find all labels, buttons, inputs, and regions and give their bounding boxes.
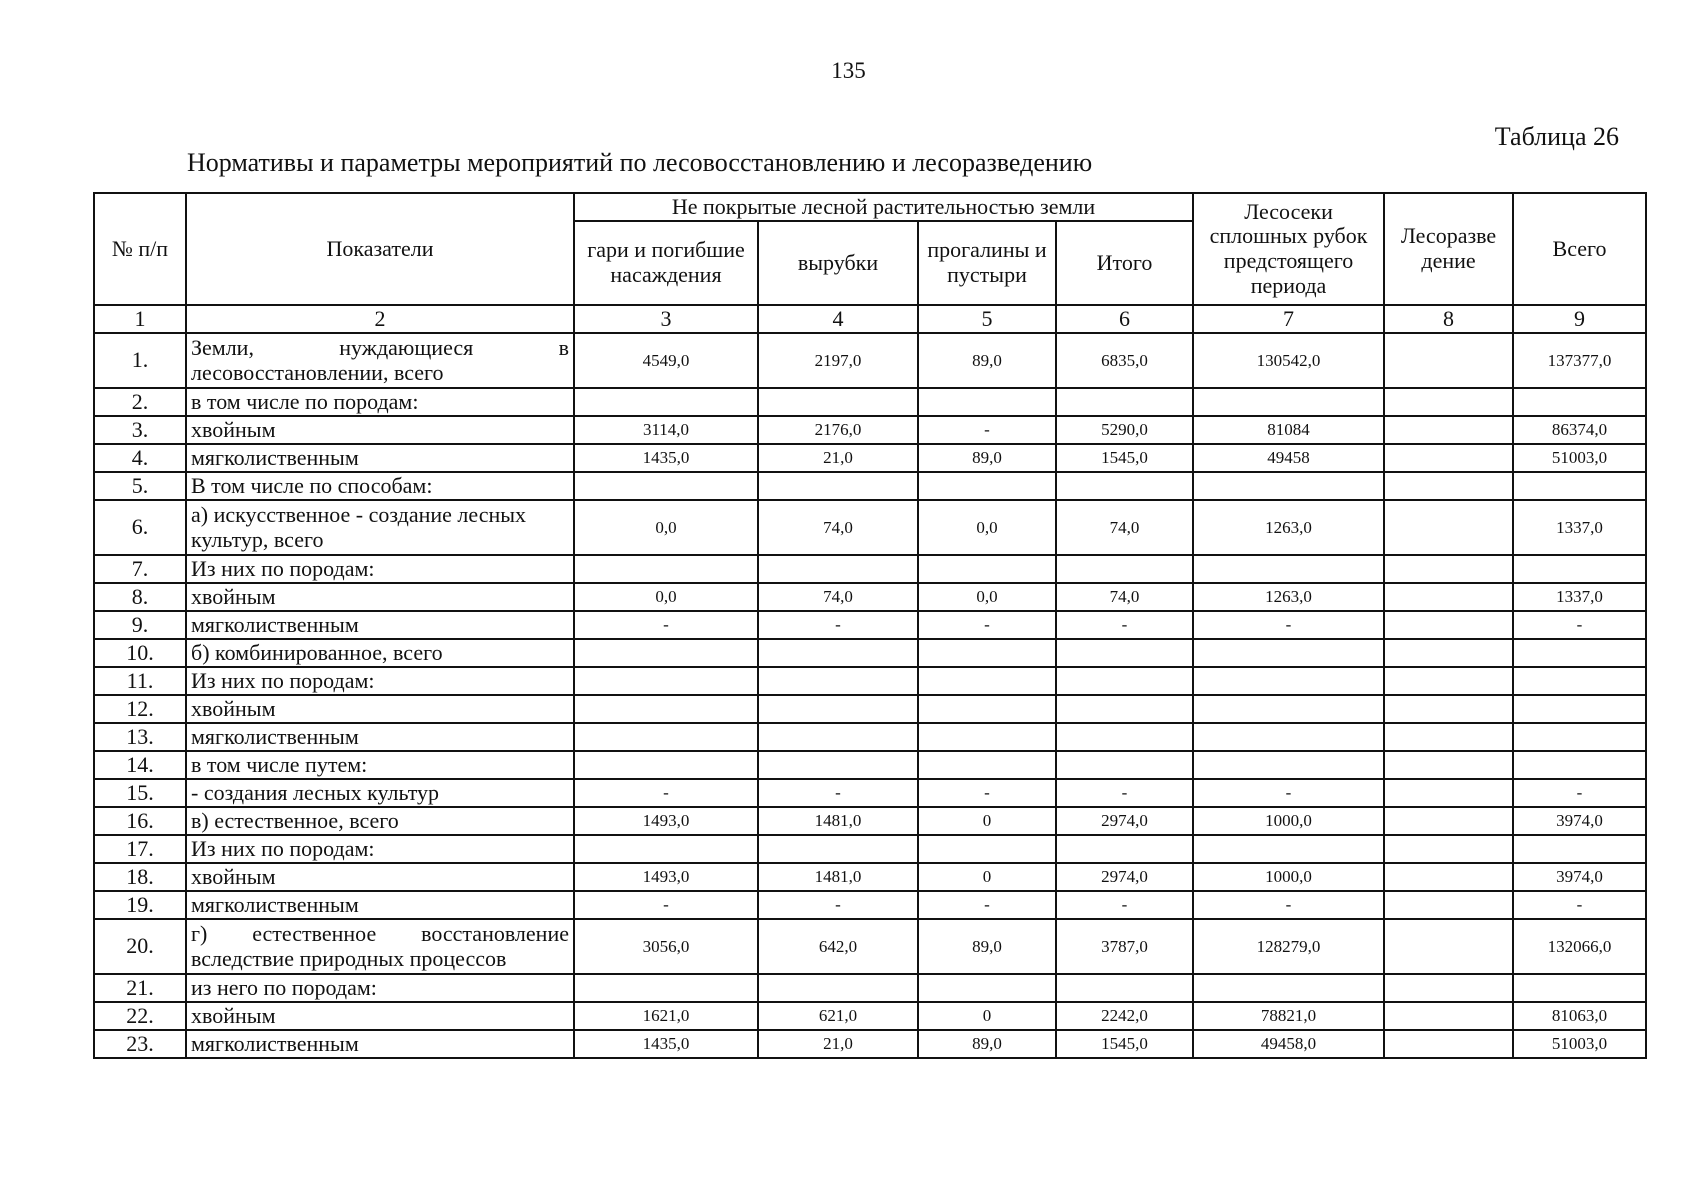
header-vyrubki: вырубки	[758, 221, 918, 305]
header-gari: гари и погибшие насаждения	[574, 221, 758, 305]
row-value	[758, 723, 918, 751]
row-value	[1056, 388, 1193, 416]
row-value	[1193, 555, 1384, 583]
row-value	[574, 723, 758, 751]
row-value: -	[758, 779, 918, 807]
row-indicator: б) комбинированное, всего	[186, 639, 574, 667]
table-row	[94, 863, 1646, 891]
row-indicator: Земли, нуждающиеся в лесовосстановлении, всего	[186, 333, 574, 388]
row-value: 128279,0	[1193, 919, 1384, 974]
table-row	[94, 583, 1646, 611]
row-indicator: г) естественное восстановление вследствие природных процессов	[186, 919, 574, 974]
header-group-unforested: Не покрытые лесной растительностью земли	[574, 193, 1193, 221]
row-number: 1.	[94, 333, 186, 388]
row-value: 3056,0	[574, 919, 758, 974]
row-number: 18.	[94, 863, 186, 891]
row-value	[1384, 779, 1513, 807]
row-number: 11.	[94, 667, 186, 695]
row-value: 642,0	[758, 919, 918, 974]
table-label: Таблица 26	[1494, 122, 1619, 151]
row-number: 9.	[94, 611, 186, 639]
row-value	[1056, 472, 1193, 500]
row-value	[1193, 667, 1384, 695]
row-indicator: Из них по породам:	[186, 835, 574, 863]
table-body	[94, 305, 1646, 1058]
row-value: 1337,0	[1513, 500, 1646, 555]
row-number: 2.	[94, 388, 186, 416]
row-value: 1435,0	[574, 444, 758, 472]
row-value	[1193, 751, 1384, 779]
row-value	[758, 388, 918, 416]
row-value: 51003,0	[1513, 444, 1646, 472]
row-value: -	[918, 891, 1056, 919]
row-value	[758, 555, 918, 583]
row-value: 1263,0	[1193, 500, 1384, 555]
row-value	[1384, 388, 1513, 416]
row-value	[1193, 639, 1384, 667]
row-value	[758, 667, 918, 695]
row-value: 6835,0	[1056, 333, 1193, 388]
row-value	[1056, 667, 1193, 695]
row-value: 74,0	[1056, 500, 1193, 555]
row-value	[1384, 723, 1513, 751]
row-value	[758, 751, 918, 779]
table-row	[94, 974, 1646, 1002]
row-value: -	[918, 779, 1056, 807]
row-value	[1056, 835, 1193, 863]
row-value	[758, 974, 918, 1002]
row-value: 78821,0	[1193, 1002, 1384, 1030]
row-number: 15.	[94, 779, 186, 807]
row-value	[918, 667, 1056, 695]
row-value	[1384, 583, 1513, 611]
row-value	[1384, 751, 1513, 779]
row-number: 4.	[94, 444, 186, 472]
row-value	[1056, 695, 1193, 723]
row-value	[574, 751, 758, 779]
row-value	[1384, 807, 1513, 835]
row-number: 10.	[94, 639, 186, 667]
row-value: 2176,0	[758, 416, 918, 444]
row-value: 3974,0	[1513, 807, 1646, 835]
document-title: Нормативы и параметры мероприятий по лесовосстановлению и лесоразведению	[187, 148, 1093, 177]
row-value: -	[1056, 611, 1193, 639]
table-row	[94, 333, 1646, 388]
row-value	[1384, 974, 1513, 1002]
table-row	[94, 667, 1646, 695]
row-value: -	[1513, 779, 1646, 807]
row-value: 0	[918, 807, 1056, 835]
row-indicator: хвойным	[186, 416, 574, 444]
row-value: 2974,0	[1056, 863, 1193, 891]
row-value: 132066,0	[1513, 919, 1646, 974]
row-number: 21.	[94, 974, 186, 1002]
row-value: -	[758, 611, 918, 639]
row-value	[1513, 751, 1646, 779]
row-number: 23.	[94, 1030, 186, 1058]
table-row	[94, 751, 1646, 779]
row-value	[1384, 639, 1513, 667]
column-number-row	[94, 305, 1646, 333]
row-value	[1384, 667, 1513, 695]
row-value: 2242,0	[1056, 1002, 1193, 1030]
row-value	[1193, 695, 1384, 723]
table-row	[94, 779, 1646, 807]
table-row	[94, 723, 1646, 751]
column-number: 9	[1513, 305, 1646, 333]
row-value	[574, 667, 758, 695]
row-value	[1384, 919, 1513, 974]
table-row	[94, 472, 1646, 500]
row-value	[1384, 333, 1513, 388]
row-value	[1384, 1002, 1513, 1030]
row-value	[574, 835, 758, 863]
row-value: 1435,0	[574, 1030, 758, 1058]
row-value	[1193, 472, 1384, 500]
row-number: 6.	[94, 500, 186, 555]
row-indicator: мягколиственным	[186, 723, 574, 751]
row-indicator: хвойным	[186, 863, 574, 891]
row-value	[1513, 639, 1646, 667]
row-value: 1493,0	[574, 863, 758, 891]
row-value	[1056, 555, 1193, 583]
row-value: 49458	[1193, 444, 1384, 472]
table-row	[94, 416, 1646, 444]
row-value: 0	[918, 1002, 1056, 1030]
row-value: -	[918, 416, 1056, 444]
row-indicator: из него по породам:	[186, 974, 574, 1002]
row-value: 1545,0	[1056, 444, 1193, 472]
row-indicator: - создания лесных культур	[186, 779, 574, 807]
table-row	[94, 388, 1646, 416]
row-value	[1513, 835, 1646, 863]
row-value	[574, 695, 758, 723]
column-number: 7	[1193, 305, 1384, 333]
row-value: 0	[918, 863, 1056, 891]
row-value	[1384, 891, 1513, 919]
row-value: 1000,0	[1193, 807, 1384, 835]
row-value	[918, 695, 1056, 723]
row-value: -	[1056, 779, 1193, 807]
header-indicator: Показатели	[186, 193, 574, 305]
row-number: 14.	[94, 751, 186, 779]
row-number: 16.	[94, 807, 186, 835]
header-itogo: Итого	[1056, 221, 1193, 305]
row-value	[918, 472, 1056, 500]
row-value: -	[918, 611, 1056, 639]
row-value: 81084	[1193, 416, 1384, 444]
row-value: 74,0	[1056, 583, 1193, 611]
row-value	[758, 835, 918, 863]
table-row	[94, 1030, 1646, 1058]
row-value: -	[1513, 611, 1646, 639]
header-lesoseki: Лесосеки сплошных рубок предстоящего периода	[1193, 193, 1384, 305]
table-row	[94, 919, 1646, 974]
row-value: -	[1193, 611, 1384, 639]
row-number: 22.	[94, 1002, 186, 1030]
measures-table	[93, 192, 1647, 1059]
row-value	[918, 555, 1056, 583]
row-value	[1056, 974, 1193, 1002]
row-value: 21,0	[758, 1030, 918, 1058]
column-number: 8	[1384, 305, 1513, 333]
row-value: 0,0	[918, 500, 1056, 555]
row-indicator: хвойным	[186, 1002, 574, 1030]
row-value	[918, 751, 1056, 779]
row-value	[574, 472, 758, 500]
row-value: -	[1193, 891, 1384, 919]
row-value	[918, 388, 1056, 416]
row-value	[758, 695, 918, 723]
table-row	[94, 500, 1646, 555]
row-value: 81063,0	[1513, 1002, 1646, 1030]
row-value	[1193, 388, 1384, 416]
row-value	[1384, 416, 1513, 444]
row-number: 7.	[94, 555, 186, 583]
row-value	[1513, 667, 1646, 695]
row-value	[1513, 555, 1646, 583]
row-value: -	[574, 891, 758, 919]
page-number: 135	[831, 58, 866, 83]
row-value	[1384, 835, 1513, 863]
row-value	[1056, 751, 1193, 779]
row-indicator: мягколиственным	[186, 1030, 574, 1058]
header-vsego: Всего	[1513, 193, 1646, 305]
row-number: 12.	[94, 695, 186, 723]
row-value	[758, 639, 918, 667]
row-number: 20.	[94, 919, 186, 974]
row-value: 86374,0	[1513, 416, 1646, 444]
column-number: 3	[574, 305, 758, 333]
row-value	[574, 388, 758, 416]
row-value: -	[574, 611, 758, 639]
row-number: 19.	[94, 891, 186, 919]
row-value	[574, 974, 758, 1002]
row-indicator: в том числе путем:	[186, 751, 574, 779]
row-value: 0,0	[918, 583, 1056, 611]
row-value: 89,0	[918, 1030, 1056, 1058]
row-value	[1056, 723, 1193, 751]
table-row	[94, 835, 1646, 863]
row-indicator: В том числе по способам:	[186, 472, 574, 500]
row-number: 5.	[94, 472, 186, 500]
row-value: 1481,0	[758, 807, 918, 835]
row-value	[1193, 974, 1384, 1002]
row-value: 1337,0	[1513, 583, 1646, 611]
row-value	[918, 835, 1056, 863]
table-row	[94, 639, 1646, 667]
row-value	[918, 974, 1056, 1002]
row-value: 74,0	[758, 583, 918, 611]
table-row	[94, 555, 1646, 583]
header-progaliny: прогалины и пустыри	[918, 221, 1056, 305]
row-value	[1193, 835, 1384, 863]
row-value	[574, 555, 758, 583]
row-value	[1384, 472, 1513, 500]
column-number: 6	[1056, 305, 1193, 333]
row-value: 1493,0	[574, 807, 758, 835]
row-value	[1056, 639, 1193, 667]
row-value: -	[574, 779, 758, 807]
table-row	[94, 444, 1646, 472]
row-value	[1384, 555, 1513, 583]
row-value	[1384, 1030, 1513, 1058]
row-indicator: а) искусственное - создание лесных культур, всего	[186, 500, 574, 555]
row-value	[1193, 723, 1384, 751]
row-indicator: в том числе по породам:	[186, 388, 574, 416]
row-value	[918, 639, 1056, 667]
row-value	[1513, 695, 1646, 723]
row-number: 3.	[94, 416, 186, 444]
row-value: 89,0	[918, 333, 1056, 388]
row-value: 89,0	[918, 919, 1056, 974]
table-row	[94, 695, 1646, 723]
row-value: -	[1513, 891, 1646, 919]
row-value	[1513, 388, 1646, 416]
row-indicator: хвойным	[186, 583, 574, 611]
row-value	[1384, 444, 1513, 472]
row-value: 2197,0	[758, 333, 918, 388]
row-number: 8.	[94, 583, 186, 611]
column-number: 4	[758, 305, 918, 333]
row-value	[1513, 723, 1646, 751]
table-row	[94, 611, 1646, 639]
row-value: 3974,0	[1513, 863, 1646, 891]
row-value: 4549,0	[574, 333, 758, 388]
column-number: 5	[918, 305, 1056, 333]
table-row	[94, 1002, 1646, 1030]
table-row	[94, 807, 1646, 835]
row-indicator: Из них по породам:	[186, 555, 574, 583]
column-number: 2	[186, 305, 574, 333]
row-indicator: в) естественное, всего	[186, 807, 574, 835]
header-lesorazvedenie: Лесоразве дение	[1384, 193, 1513, 305]
row-value	[1384, 611, 1513, 639]
row-value: 1481,0	[758, 863, 918, 891]
row-number: 17.	[94, 835, 186, 863]
row-value: 2974,0	[1056, 807, 1193, 835]
row-value: 0,0	[574, 583, 758, 611]
row-value: 1621,0	[574, 1002, 758, 1030]
row-value	[1513, 472, 1646, 500]
row-number: 13.	[94, 723, 186, 751]
header-num: № п/п	[94, 193, 186, 305]
row-value: -	[1056, 891, 1193, 919]
row-value: 3114,0	[574, 416, 758, 444]
row-indicator: мягколиственным	[186, 891, 574, 919]
row-value: 21,0	[758, 444, 918, 472]
row-value: 137377,0	[1513, 333, 1646, 388]
row-value	[918, 723, 1056, 751]
row-value: 51003,0	[1513, 1030, 1646, 1058]
row-value: 74,0	[758, 500, 918, 555]
column-number: 1	[94, 305, 186, 333]
row-value	[1384, 863, 1513, 891]
row-value	[574, 639, 758, 667]
row-value: -	[1193, 779, 1384, 807]
row-value: 621,0	[758, 1002, 918, 1030]
row-value: 0,0	[574, 500, 758, 555]
row-value: 130542,0	[1193, 333, 1384, 388]
row-value: 49458,0	[1193, 1030, 1384, 1058]
row-indicator: мягколиственным	[186, 444, 574, 472]
row-value: 1263,0	[1193, 583, 1384, 611]
row-value: 5290,0	[1056, 416, 1193, 444]
row-value	[758, 472, 918, 500]
row-value	[1384, 500, 1513, 555]
row-value: 1545,0	[1056, 1030, 1193, 1058]
table-row	[94, 891, 1646, 919]
row-value	[1513, 974, 1646, 1002]
row-indicator: Из них по породам:	[186, 667, 574, 695]
row-value: 89,0	[918, 444, 1056, 472]
row-indicator: хвойным	[186, 695, 574, 723]
row-indicator: мягколиственным	[186, 611, 574, 639]
row-value: 1000,0	[1193, 863, 1384, 891]
row-value: -	[758, 891, 918, 919]
row-value: 3787,0	[1056, 919, 1193, 974]
row-value	[1384, 695, 1513, 723]
